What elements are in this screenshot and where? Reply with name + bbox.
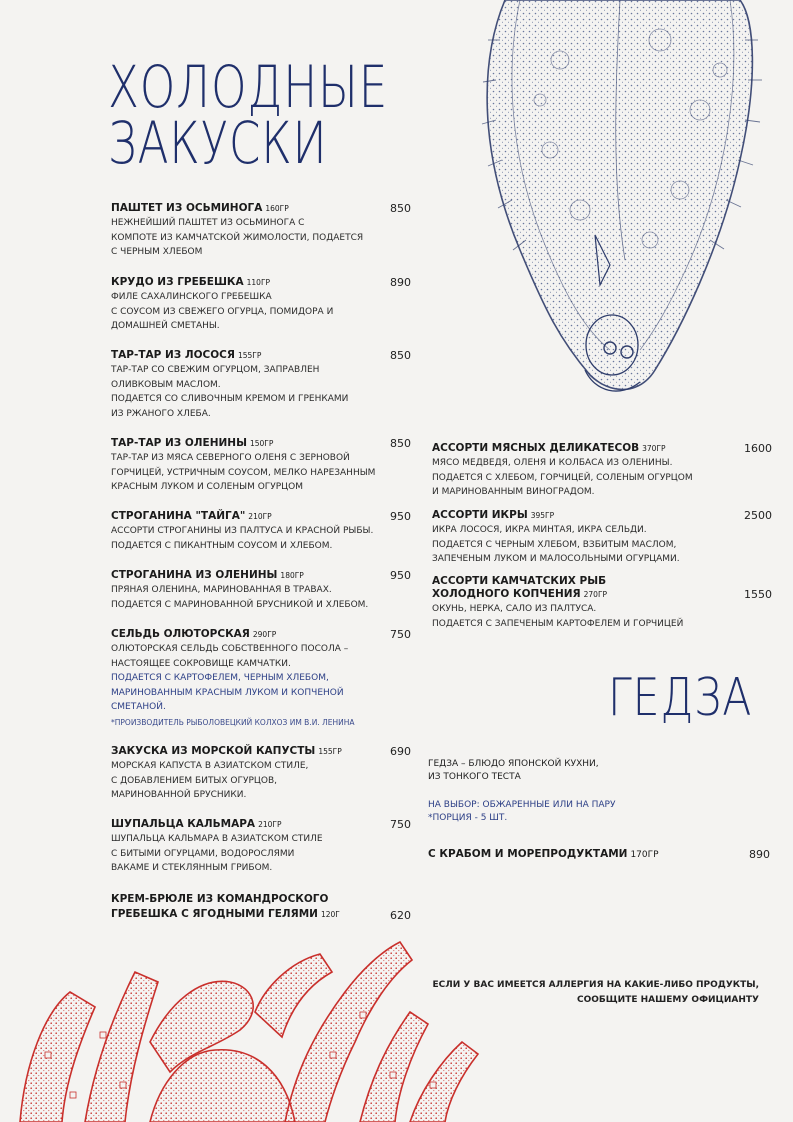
item-desc-line: КОМПОТЕ ИЗ КАМЧАТСКОЙ ЖИМОЛОСТИ, ПОДАЕТСЯ	[111, 232, 364, 243]
item-desc-line: ШУПАЛЬЦА КАЛЬМАРА В АЗИАТСКОМ СТИЛЕ	[111, 834, 323, 844]
item-weight: 395ГР	[530, 511, 555, 520]
item-desc-line: ПОДАЕТСЯ С ХЛЕБОМ, ГОРЧИЦЕЙ, СОЛЕНЫМ ОГУРЦОМ	[432, 472, 693, 483]
item-desc-line: С ДОБАВЛЕНИЕМ БИТЫХ ОГУРЦОВ,	[111, 775, 277, 786]
item-weight: 270ГР	[583, 590, 608, 599]
item-desc-line: ТАР-ТАР СО СВЕЖИМ ОГУРЦОМ, ЗАПРАВЛЕН	[111, 365, 320, 375]
menu-item	[111, 818, 411, 876]
item-name: ХОЛОДНОГО КОПЧЕНИЯ	[432, 588, 581, 600]
gyoza-option-line: *ПОРЦИЯ - 5 ШТ.	[428, 813, 508, 823]
menu-item	[111, 510, 411, 553]
item-desc-line: И МАРИНОВАННЫМ ВИНОГРАДОМ.	[432, 487, 595, 497]
item-name: ПАШТЕТ ИЗ ОСЬМИНОГА	[111, 202, 263, 214]
item-price: 1550	[744, 588, 772, 601]
item-weight: 170ГР	[630, 850, 659, 860]
section-title-gyoza: ГЕДЗА	[608, 668, 753, 728]
menu-item	[111, 276, 411, 334]
section-title-cold-line1: ХОЛОДНЫЕ	[108, 53, 389, 121]
gyoza-options	[428, 799, 615, 825]
item-name: АССОРТИ МЯСНЫХ ДЕЛИКАТЕСОВ	[432, 442, 640, 454]
item-price: 2500	[744, 509, 772, 522]
item-weight: 210ГР	[248, 512, 272, 521]
menu-item	[432, 509, 772, 567]
item-desc-line: ПОДАЕТСЯ С МАРИНОВАННОЙ БРУСНИКОЙ И ХЛЕБОМ.	[111, 599, 369, 610]
menu-item	[111, 745, 411, 803]
item-price: 750	[390, 628, 411, 641]
item-desc-line: С БИТЫМИ ОГУРЦАМИ, ВОДОРОСЛЯМИ	[111, 848, 295, 859]
item-desc-line: ТАР-ТАР ИЗ МЯСА СЕВЕРНОГО ОЛЕНЯ С ЗЕРНОВОЙ	[111, 453, 350, 463]
item-price: 750	[390, 818, 411, 831]
item-desc-line: СМЕТАНОЙ.	[111, 702, 166, 712]
item-name: АССОРТИ ИКРЫ	[432, 509, 528, 521]
item-weight: 120Г	[320, 910, 340, 919]
item-price: 850	[390, 202, 411, 215]
item-price: 890	[749, 848, 770, 861]
menu-item	[432, 575, 772, 631]
item-name: ТАР-ТАР ИЗ ОЛЕНИНЫ	[111, 437, 247, 449]
item-desc-line: ЗАПЕЧЕНЫМ ЛУКОМ И МАЛОСОЛЬНЫМИ ОГУРЦАМИ.	[432, 554, 680, 564]
menu-item	[428, 848, 770, 862]
menu-item	[111, 349, 411, 421]
item-desc-line: ГОРЧИЦЕЙ, УСТРИЧНЫМ СОУСОМ, МЕЛКО НАРЕЗАННЫМ	[111, 467, 376, 478]
item-desc-line: ПОДАЕТСЯ С ЗАПЕЧЕНЫМ КАРТОФЕЛЕМ И ГОРЧИЦЕЙ	[432, 618, 684, 629]
item-desc-line: ДОМАШНЕЙ СМЕТАНЫ.	[111, 321, 220, 331]
item-desc-line: МАРИНОВАННЫМ КРАСНЫМ ЛУКОМ И КОПЧЕНОЙ	[111, 687, 344, 698]
item-desc-line: КРАСНЫМ ЛУКОМ И СОЛЕНЫМ ОГУРЦОМ	[111, 482, 304, 492]
menu-item	[111, 202, 411, 260]
item-name: ГРЕБЕШКА С ЯГОДНЫМИ ГЕЛЯМИ	[111, 908, 318, 920]
section-title-cold-line2: ЗАКУСКИ	[108, 109, 328, 177]
item-price: 620	[390, 909, 411, 922]
item-name-line1: КРЕМ-БРЮЛЕ ИЗ КОМАНДРОСКОГО	[111, 893, 329, 905]
item-weight: 180ГР	[280, 571, 304, 580]
item-desc-line: ФИЛЕ САХАЛИНСКОГО ГРЕБЕШКА	[111, 292, 272, 302]
item-weight: 155ГР	[237, 351, 262, 360]
item-desc-line: АССОРТИ СТРОГАНИНЫ ИЗ ПАЛТУСА И КРАСНОЙ РЫБЫ.	[111, 526, 374, 536]
item-name: ТАР-ТАР ИЗ ЛОСОСЯ	[111, 349, 235, 361]
item-desc-line: НАСТОЯЩЕЕ СОКРОВИЩЕ КАМЧАТКИ.	[111, 658, 291, 669]
item-price: 890	[390, 276, 411, 289]
gyoza-intro	[428, 758, 599, 784]
item-weight: 150ГР	[249, 439, 274, 448]
item-weight: 155ГР	[318, 747, 342, 756]
item-desc-line: ОЛИВКОВЫМ МАСЛОМ.	[111, 379, 221, 390]
menu-item	[111, 892, 411, 922]
menu-item	[111, 437, 411, 495]
allergy-line: ЕСЛИ У ВАС ИМЕЕТСЯ АЛЛЕРГИЯ НА КАКИЕ-ЛИБО ПРОДУКТЫ,	[432, 980, 759, 990]
item-desc-line: ПРЯНАЯ ОЛЕНИНА, МАРИНОВАННАЯ В ТРАВАХ.	[111, 585, 332, 595]
item-name: СЕЛЬДЬ ОЛЮТОРСКАЯ	[111, 628, 250, 640]
item-desc-line: ПОДАЕТСЯ С КАРТОФЕЛЕМ, ЧЕРНЫМ ХЛЕБОМ,	[111, 673, 329, 683]
item-desc-line: ОЛЮТОРСКАЯ СЕЛЬДЬ СОБСТВЕННОГО ПОСОЛА –	[111, 644, 349, 654]
item-name: ШУПАЛЬЦА КАЛЬМАРА	[111, 818, 256, 830]
item-desc-line: ПОДАЕТСЯ С ПИКАНТНЫМ СОУСОМ И ХЛЕБОМ.	[111, 540, 333, 551]
item-name: КРУДО ИЗ ГРЕБЕШКА	[111, 276, 244, 288]
item-desc-line: МАРИНОВАННОЙ БРУСНИКИ.	[111, 790, 247, 800]
item-price: 950	[390, 510, 411, 523]
gyoza-intro-line: ГЕДЗА – БЛЮДО ЯПОНСКОЙ КУХНИ,	[428, 759, 599, 769]
crab-illustration	[0, 932, 500, 1122]
item-name-line1: АССОРТИ КАМЧАТСКИХ РЫБ	[432, 575, 607, 587]
item-weight: 290ГР	[252, 630, 277, 639]
item-weight: 370ГР	[642, 444, 666, 453]
item-name: СТРОГАНИНА "ТАЙГА"	[111, 510, 246, 522]
menu-item	[111, 569, 411, 612]
item-desc-line: ИКРА ЛОСОСЯ, ИКРА МИНТАЯ, ИКРА СЕЛЬДИ.	[432, 525, 647, 535]
item-desc-line: ОКУНЬ, НЕРКА, САЛО ИЗ ПАЛТУСА.	[432, 604, 597, 614]
gyoza-intro-line: ИЗ ТОНКОГО ТЕСТА	[428, 772, 521, 782]
item-name: С КРАБОМ И МОРЕПРОДУКТАМИ	[428, 848, 628, 860]
item-desc-line: С СОУСОМ ИЗ СВЕЖЕГО ОГУРЦА, ПОМИДОРА И	[111, 306, 334, 317]
item-weight: 210ГР	[258, 820, 282, 829]
item-desc-line: С ЧЕРНЫМ ХЛЕБОМ	[111, 247, 203, 257]
producer-note: *ПРОИЗВОДИТЕЛЬ РЫБОЛОВЕЦКИЙ КОЛХОЗ ИМ В.И. ЛЕНИНА	[111, 717, 355, 727]
item-price: 850	[390, 437, 411, 450]
item-price: 950	[390, 569, 411, 582]
item-desc-line: МЯСО МЕДВЕДЯ, ОЛЕНЯ И КОЛБАСА ИЗ ОЛЕНИНЫ.	[432, 458, 673, 468]
item-desc-line: ВАКАМЕ И СТЕКЛЯННЫМ ГРИБОМ.	[111, 863, 273, 873]
item-name: ЗАКУСКА ИЗ МОРСКОЙ КАПУСТЫ	[111, 745, 316, 757]
item-desc-line: НЕЖНЕЙШИЙ ПАШТЕТ ИЗ ОСЬМИНОГА С	[111, 218, 305, 228]
allergy-line: СООБЩИТЕ НАШЕМУ ОФИЦИАНТУ	[576, 995, 759, 1005]
allergy-note	[433, 978, 759, 1008]
item-desc-line: ПОДАЕТСЯ С ЧЕРНЫМ ХЛЕБОМ, ВЗБИТЫМ МАСЛОМ,	[432, 539, 677, 550]
item-weight: 160ГР	[265, 204, 289, 213]
item-price: 690	[390, 745, 411, 758]
item-price: 850	[390, 349, 411, 362]
item-desc-line: МОРСКАЯ КАПУСТА В АЗИАТСКОМ СТИЛЕ,	[111, 761, 309, 771]
menu-item	[111, 628, 411, 729]
item-price: 1600	[744, 442, 772, 455]
item-desc-line: ПОДАЕТСЯ СО СЛИВОЧНЫМ КРЕМОМ И ГРЕНКАМИ	[111, 394, 349, 404]
item-name: СТРОГАНИНА ИЗ ОЛЕНИНЫ	[111, 569, 278, 581]
menu-item	[432, 442, 772, 500]
gyoza-option-line: НА ВЫБОР: ОБЖАРЕННЫЕ ИЛИ НА ПАРУ	[428, 800, 616, 810]
item-desc-line: ИЗ РЖАНОГО ХЛЕБА.	[111, 408, 211, 419]
item-weight: 110ГР	[246, 278, 271, 287]
